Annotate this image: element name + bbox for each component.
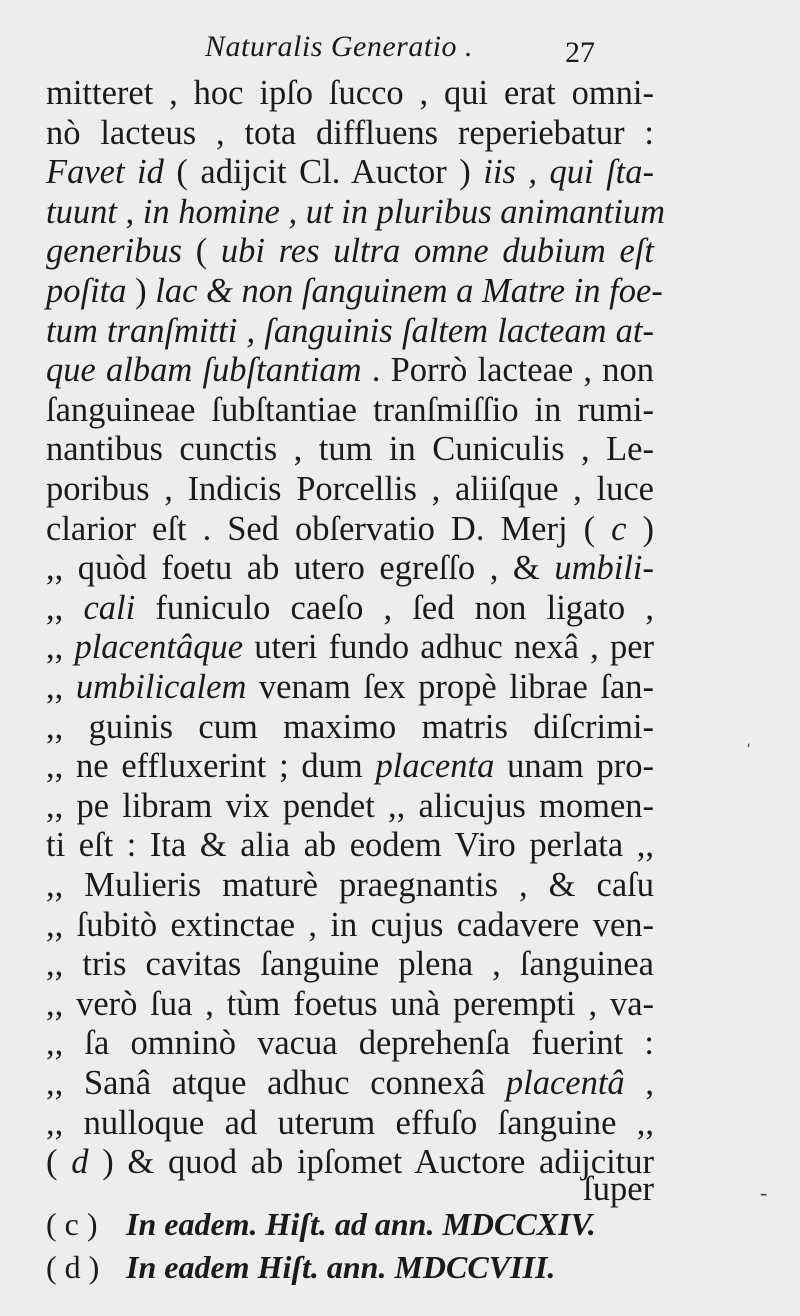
italic-text: que albam ſubſtantiam xyxy=(46,351,362,389)
text-line xyxy=(46,666,654,708)
italic-text: lac & non ſanguinem a Matre in foe- xyxy=(155,272,663,310)
italic-text: ubi res ultra omne dubium eſt xyxy=(220,232,654,270)
text-segment: ( xyxy=(182,232,221,270)
footnote-text: In eadem Hiſt. ann. MDCCVIII. xyxy=(126,1249,556,1285)
text-segment: ti eſt : Ita & alia ab eodem Viro perlata ,, xyxy=(46,826,654,864)
text-segment: ,, pe libram vix pendet ,, alicujus momen- xyxy=(46,787,654,825)
running-title: Naturalis Generatio . xyxy=(205,30,474,63)
text-segment: ,, xyxy=(46,589,84,627)
margin-mark: - xyxy=(760,1180,768,1205)
italic-text: tuunt , in homine , ut in pluribus animantium xyxy=(46,193,666,231)
text-segment: uteri fundo adhuc nexâ , per xyxy=(243,628,655,666)
page-number: 27 xyxy=(565,36,595,69)
footnote-text: In eadem. Hiſt. ad ann. MDCCXIV. xyxy=(126,1206,596,1242)
catchword xyxy=(46,1168,654,1210)
text-line xyxy=(46,349,654,391)
text-line xyxy=(46,785,654,827)
italic-text: c xyxy=(611,510,627,548)
text-segment: ( adijcit Cl. Auctor ) xyxy=(163,153,484,191)
text-segment: venam ſex propè librae ſan- xyxy=(246,668,654,706)
italic-text: generibus xyxy=(46,232,183,270)
italic-text: cali xyxy=(83,589,136,627)
text-segment: ) xyxy=(626,510,654,548)
text-line xyxy=(46,508,654,550)
page-header xyxy=(0,30,800,76)
text-line xyxy=(46,943,654,985)
text-line xyxy=(46,151,654,193)
italic-text: placentâque xyxy=(74,628,244,666)
text-segment: ,, xyxy=(46,668,76,706)
text-segment: ) & quod ab ipſomet Auctore adijcitur xyxy=(88,1143,654,1181)
text-segment: ,, ſa omninò vacua deprehenſa fuerint : xyxy=(46,1024,654,1062)
italic-text: poſita xyxy=(46,272,127,310)
text-line xyxy=(46,547,654,589)
text-segment: mitteret , hoc ipſo ſucco , qui erat omni- xyxy=(46,74,654,112)
text-segment: ,, ſubitò extinctae , in cujus cadavere ven- xyxy=(46,906,654,944)
text-segment: unam pro- xyxy=(494,747,654,785)
text-segment: ,, verò ſua , tùm foetus unà perempti , va- xyxy=(46,985,654,1023)
text-line xyxy=(46,310,654,352)
text-line xyxy=(46,745,654,787)
catchword-text: ſuper xyxy=(583,1170,654,1208)
text-segment: ) xyxy=(126,272,156,310)
footnote-ref: ( d ) xyxy=(46,1249,100,1285)
text-line xyxy=(46,983,654,1025)
text-segment: ( xyxy=(46,1143,72,1181)
text-line xyxy=(46,230,654,272)
italic-text: iis , qui ſta- xyxy=(483,153,655,191)
text-line xyxy=(46,1022,654,1064)
text-segment: nò lacteus , tota diffluens reperiebatur : xyxy=(46,114,654,152)
text-segment: . Porrò lacteae , non xyxy=(361,351,655,389)
text-line xyxy=(46,706,654,748)
text-segment: ,, ne effluxerint ; dum xyxy=(46,747,376,785)
italic-text: d xyxy=(71,1143,89,1181)
footnote-c xyxy=(46,1205,654,1243)
text-line xyxy=(46,468,654,510)
text-line xyxy=(46,824,654,866)
text-line xyxy=(46,191,666,233)
text-line xyxy=(46,626,654,668)
text-line xyxy=(46,389,654,431)
text-line xyxy=(46,587,654,629)
text-line xyxy=(46,428,654,470)
text-segment: nantibus cunctis , tum in Cuniculis , Le- xyxy=(46,430,654,468)
italic-text: Favet id xyxy=(46,153,164,191)
text-segment: poribus , Indicis Porcellis , aliiſque , luce xyxy=(46,470,654,508)
footnote-ref: ( c ) xyxy=(46,1206,98,1242)
text-segment: ,, nulloque ad uterum effuſo ſanguine ,, xyxy=(46,1104,654,1142)
text-segment: ,, Mulieris maturè praegnantis , & caſu xyxy=(46,866,654,904)
text-segment: ſanguineae ſubſtantiae tranſmiſſio in rumi- xyxy=(46,391,654,429)
text-line xyxy=(46,270,663,312)
text-segment: ,, xyxy=(46,628,75,666)
text-line xyxy=(46,112,654,154)
margin-mark: ˌ xyxy=(745,722,753,747)
italic-text: umbilicalem xyxy=(75,668,247,706)
text-segment: ,, Sanâ atque adhuc connexâ xyxy=(46,1064,506,1102)
text-segment: ,, tris cavitas ſanguine plena , ſanguinea xyxy=(46,945,654,983)
text-segment: ,, guinis cum maximo matris diſcrimi- xyxy=(46,708,654,746)
italic-text: tum tranſmitti , ſanguinis ſaltem lacteam at- xyxy=(46,312,654,350)
text-line xyxy=(46,1062,654,1104)
footnote-d xyxy=(46,1248,654,1286)
italic-text: placentâ xyxy=(505,1064,625,1102)
text-line xyxy=(46,864,654,906)
text-segment: funiculo caeſo , ſed non ligato , xyxy=(135,589,655,627)
text-line xyxy=(46,1102,654,1144)
text-segment: , xyxy=(624,1064,655,1102)
text-line xyxy=(46,904,654,946)
italic-text: placenta xyxy=(375,747,495,785)
text-segment: ,, quòd foetu ab utero egreſſo , & xyxy=(46,549,555,587)
text-segment: clarior eſt . Sed obſervatio D. Merj ( xyxy=(46,510,612,548)
italic-text: umbili- xyxy=(554,549,654,587)
text-line xyxy=(46,72,654,114)
